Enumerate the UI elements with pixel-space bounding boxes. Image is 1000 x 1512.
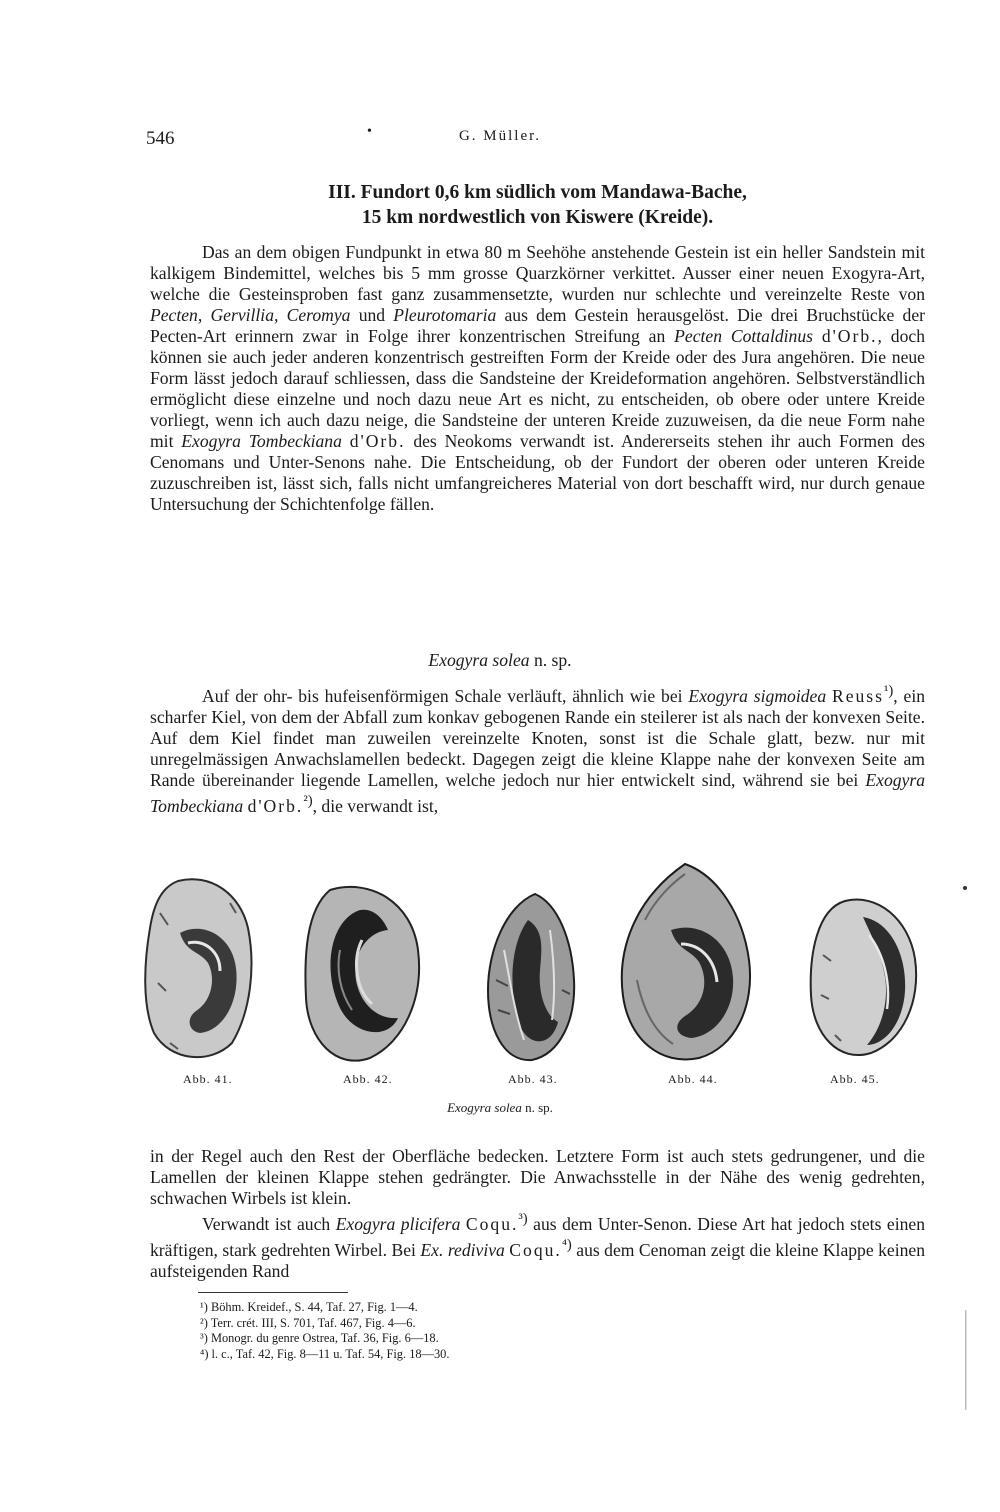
footnote-ref[interactable]: ²) (303, 792, 313, 809)
species-suffix: n. sp. (529, 650, 572, 670)
stray-dot: • (367, 124, 372, 139)
text-run: aus dem Unter-Senon. Diese Art hat jedoch stets einen kräftigen, stark gedrehten Wirbel. Bei (150, 1213, 925, 1260)
running-head: G. Müller. (458, 128, 542, 144)
footnote-ref[interactable]: ⁴) (561, 1236, 572, 1253)
paragraph-continuation: in der Regel auch den Rest der Oberfläche bedecken. Letztere Form ist auch stets gedrungener, und die Lamellen der kleinen Klappe stehen gedrängter. Die Anwachsstelle in der Nähe des wenig gedrehten, schwachen Wirbels ist klein. (150, 1146, 925, 1208)
author-name: d'Orb. (349, 431, 406, 451)
fossil-illustration-41 (140, 873, 260, 1063)
footnote-ref[interactable]: ³) (518, 1211, 528, 1227)
author-name: d'Orb. (247, 795, 304, 816)
species-heading (0, 650, 1000, 671)
fossil-illustration-42 (300, 880, 425, 1065)
fossil-illustration-43 (480, 890, 580, 1065)
taxon-name: Pecten, Gervillia, Ceromya (150, 305, 351, 325)
text-run: aus dem Gestein herausgelöst. Die drei Bruchstücke der Pecten-Art erinnern zwar in Folge ihrer konzentrischen Streifung an (150, 305, 925, 346)
page-number: 546 (146, 128, 175, 149)
fossil-illustration-45 (805, 895, 920, 1060)
figure-caption-43: Abb. 43. (508, 1072, 558, 1086)
footnote-3: ³) Monogr. du genre Ostrea, Taf. 36, Fig. 6—18. (200, 1331, 439, 1345)
text-run: aus dem Cenoman zeigt die kleine Klappe keinen aufsteigenden Rand (150, 1239, 926, 1281)
description-text-block (150, 681, 925, 817)
taxon-name: Exogyra Tombeckiana (181, 431, 342, 451)
footnote-1: ¹) Böhm. Kreidef., S. 44, Taf. 27, Fig. 1—4. (200, 1300, 418, 1314)
paragraph-locality (150, 242, 925, 515)
taxon-name: Exogyra sigmoidea (688, 685, 827, 706)
section-title-line-2: 15 km nordwestlich von Kiswere (Kreide). (361, 207, 714, 228)
text-run: Verwandt ist auch (202, 1213, 336, 1234)
text-run: , die verwandt ist, (312, 795, 439, 816)
paragraph-comparison (150, 1209, 925, 1282)
species-name: Exogyra solea (428, 650, 530, 670)
intro-text-block (150, 242, 925, 515)
section-title-line-1: III. Fundort 0,6 km südlich vom Mandawa-Bache, (328, 182, 747, 203)
section-title (150, 180, 925, 230)
figure-caption-42: Abb. 42. (343, 1072, 393, 1086)
taxon-name: Ex. rediviva (420, 1239, 505, 1260)
text-run: Das an dem obigen Fundpunkt in etwa 80 m Seehöhe anstehende Gestein ist ein heller Sandstein mit kalkigem Bindemittel, welches bis 5 mm grosse Quarzkörner verkittet. Ausser einer neuen Exogyra-Art, welche die Gesteinsproben fast ganz zusammensetzte, wurden nur schlechte und vereinzelte Reste von (150, 242, 925, 304)
taxon-name: Exogyra plicifera (335, 1213, 461, 1234)
text-run: Auf der ohr- bis hufeisenförmigen Schale verläuft, ähnlich wie bei (202, 685, 689, 706)
text-run: des Neokoms verwandt ist. Andererseits stehen ihr auch Formen des Cenomans und Unter-Senons nahe. Die Entscheidung, ob der Fundort der oberen oder unteren Kreide zuzuschreiben ist, lässt sich, falls nicht umfangreicheres Material von dort beschafft wird, nur durch genaue Untersuchung der Schichtenfolge fällen. (150, 431, 925, 514)
text-run: , doch können sie auch jeder anderen konzentrisch gestreiften Form der Kreide oder des Jura angehören. Die neue Form lässt jedoch darauf schliessen, dass die Sandsteine der Kreideformation angehören. Selbstverständlich ermöglicht diese einzelne und noch dazu neue Art es nicht, zu entscheiden, ob obere oder untere Kreide vorliegt, wenn ich auch dazu neige, die Sandsteine der unteren Kreide zuzuweisen, da die neue Form nahe mit (150, 326, 925, 451)
author-name: Reuss (831, 685, 884, 706)
footnote-divider (198, 1292, 348, 1293)
author-name: Coqu. (509, 1239, 562, 1260)
footnote-2: ²) Terr. crét. III, S. 701, Taf. 467, Fig. 4—6. (200, 1315, 416, 1330)
figure-caption-41: Abb. 41. (183, 1072, 233, 1086)
figure-caption-45: Abb. 45. (830, 1072, 880, 1086)
comparison-text-block (150, 1146, 925, 1282)
plate-caption-species: Exogyra solea (447, 1100, 522, 1115)
plate-caption (0, 1100, 1000, 1116)
fossil-figure-plate (140, 855, 940, 1075)
author-name: Coqu. (465, 1213, 519, 1234)
author-name: d'Orb. (821, 326, 878, 346)
text-run: und (350, 305, 394, 325)
fossil-illustration-44 (615, 860, 755, 1065)
taxon-name: Pleurotomaria (393, 305, 497, 325)
taxon-name: Pecten Cottaldinus (674, 326, 813, 346)
footnotes (200, 1300, 449, 1362)
footnote-ref[interactable]: ¹) (884, 683, 894, 699)
text-run: , ein scharfer Kiel, von dem der Abfall zum konkav gebogenen Rande ein steilerer ist als nach der konvexen Seite. Auf dem Kiel findet man zuweilen vereinzelte Knoten, sonst ist die Schale glatt, bezw. nur mit unregelmässigen Anwachslamellen bedeckt. Dagegen zeigt die kleine Klappe nahe der konvexen Seite am Rande übereinander liegende Lamellen, welche jedoch nur hier entwickelt sind, während sie bei (150, 685, 926, 790)
plate-caption-suffix: n. sp. (521, 1100, 553, 1115)
figure-caption-44: Abb. 44. (668, 1072, 718, 1086)
scan-specks (955, 880, 985, 1420)
paragraph-description (150, 681, 925, 817)
taxon-name: Exogyra Tombeckiana (150, 769, 925, 816)
footnote-4: ⁴) l. c., Taf. 42, Fig. 8—11 u. Taf. 54, Fig. 18—30. (200, 1346, 450, 1361)
